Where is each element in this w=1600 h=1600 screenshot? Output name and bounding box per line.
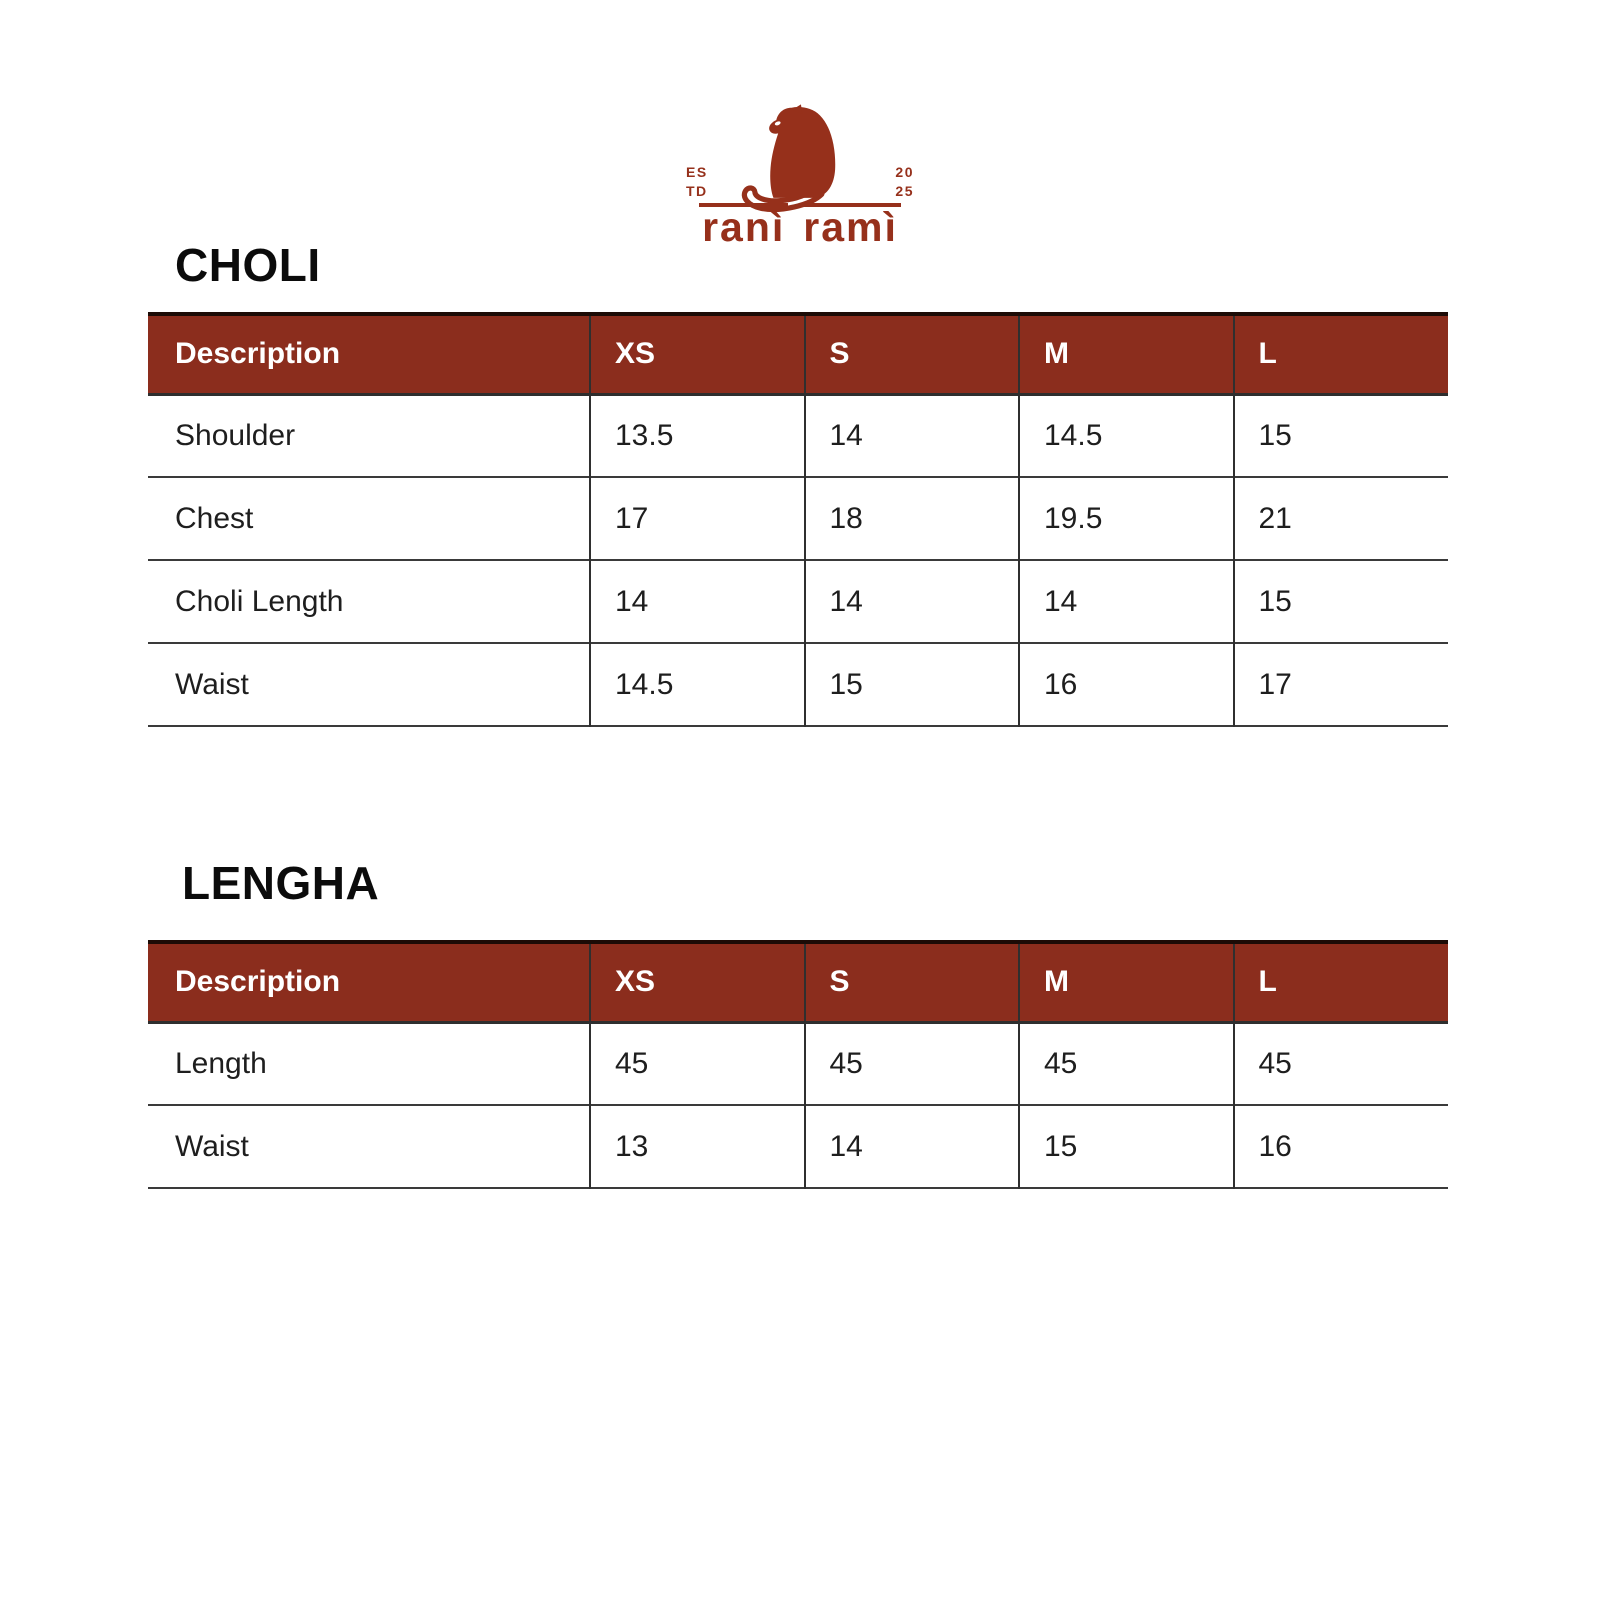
- row-label: Length: [148, 1022, 590, 1105]
- cell-value: 45: [1234, 1022, 1449, 1105]
- row-label: Chest: [148, 477, 590, 560]
- cell-value: 45: [590, 1022, 805, 1105]
- column-header-s: S: [805, 942, 1020, 1022]
- estd-right-label: [895, 163, 914, 201]
- cell-value: 14: [1019, 560, 1234, 643]
- column-header-m: M: [1019, 942, 1234, 1022]
- choli-section-title: CHOLI: [175, 239, 321, 291]
- estd-td: TD: [686, 183, 708, 200]
- wordmark-word-rami: ramì: [800, 203, 901, 251]
- cell-value: 45: [1019, 1022, 1234, 1105]
- estd-20: 20: [895, 164, 914, 181]
- cell-value: 17: [590, 477, 805, 560]
- cell-value: 15: [1019, 1105, 1234, 1188]
- column-header-m: M: [1019, 314, 1234, 394]
- brand-wordmark: [650, 203, 950, 251]
- column-header-s: S: [805, 314, 1020, 394]
- cell-value: 13: [590, 1105, 805, 1188]
- cell-value: 19.5: [1019, 477, 1234, 560]
- column-header-l: L: [1234, 314, 1449, 394]
- estd-left-label: [686, 163, 708, 201]
- cell-value: 14.5: [590, 643, 805, 726]
- cell-value: 14: [805, 560, 1020, 643]
- choli-header-row: [148, 314, 1448, 394]
- column-header-description: Description: [148, 942, 590, 1022]
- cell-value: 13.5: [590, 394, 805, 477]
- table-row-choli-length: [148, 560, 1448, 643]
- table-row-waist: [148, 643, 1448, 726]
- column-header-xs: XS: [590, 314, 805, 394]
- column-header-description: Description: [148, 314, 590, 394]
- cell-value: 15: [1234, 560, 1449, 643]
- lengha-size-table: [148, 940, 1448, 1189]
- row-label: Shoulder: [148, 394, 590, 477]
- table-row-shoulder: [148, 394, 1448, 477]
- cell-value: 16: [1019, 643, 1234, 726]
- logo-emblem: [650, 103, 950, 215]
- cell-value: 17: [1234, 643, 1449, 726]
- row-label: Choli Length: [148, 560, 590, 643]
- cell-value: 14: [805, 1105, 1020, 1188]
- table-row-waist: [148, 1105, 1448, 1188]
- cell-value: 14: [805, 394, 1020, 477]
- choli-size-table: [148, 312, 1448, 727]
- estd-25: 25: [895, 183, 914, 200]
- cell-value: 14.5: [1019, 394, 1234, 477]
- column-header-l: L: [1234, 942, 1449, 1022]
- column-header-xs: XS: [590, 942, 805, 1022]
- lengha-section-title: LENGHA: [182, 857, 380, 909]
- cell-value: 45: [805, 1022, 1020, 1105]
- cell-value: 16: [1234, 1105, 1449, 1188]
- cell-value: 14: [590, 560, 805, 643]
- row-label: Waist: [148, 1105, 590, 1188]
- wordmark-word-rani: ranì: [699, 203, 788, 251]
- brand-logo: [650, 103, 950, 251]
- cell-value: 18: [805, 477, 1020, 560]
- table-row-length: [148, 1022, 1448, 1105]
- table-row-chest: [148, 477, 1448, 560]
- cell-value: 21: [1234, 477, 1449, 560]
- lengha-header-row: [148, 942, 1448, 1022]
- tiger-icon: [738, 103, 862, 215]
- cell-value: 15: [805, 643, 1020, 726]
- estd-es: ES: [686, 164, 708, 181]
- row-label: Waist: [148, 643, 590, 726]
- cell-value: 15: [1234, 394, 1449, 477]
